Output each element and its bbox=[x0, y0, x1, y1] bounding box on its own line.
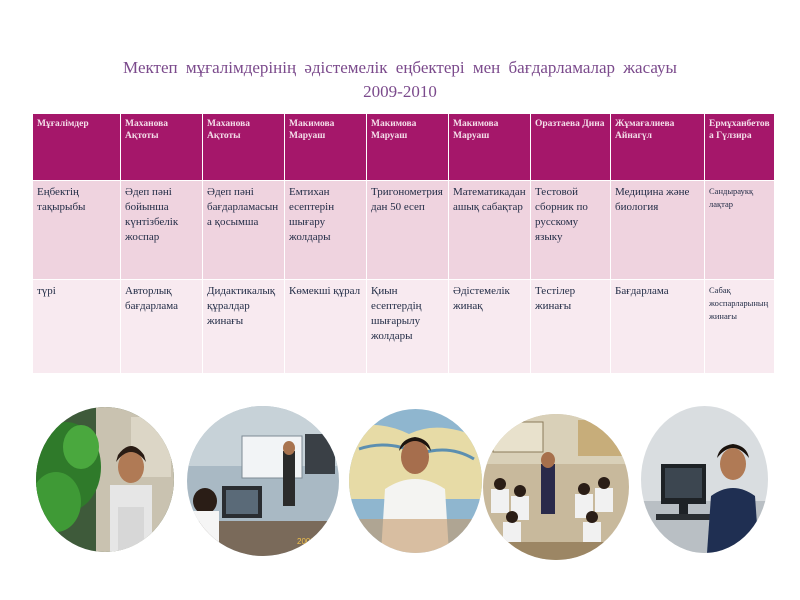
header-cell: Мұғалімдер bbox=[33, 114, 121, 181]
table-cell: Емтихан есептерін шығару жолдары bbox=[285, 181, 367, 280]
table-cell: Сабақ жоспарларының жинағы bbox=[705, 280, 775, 374]
table-cell: Математикадан ашық сабақтар bbox=[449, 181, 531, 280]
header-cell: Макимова Маруаш bbox=[367, 114, 449, 181]
header-cell: Макимова Маруаш bbox=[285, 114, 367, 181]
table-cell: Бағдарлама bbox=[611, 280, 705, 374]
computer-class-photo bbox=[187, 406, 339, 556]
header-cell: Ермұханбетова Гүлзира bbox=[705, 114, 775, 181]
table-header-row bbox=[33, 114, 775, 181]
table-cell: Дидактикалық құралдар жинағы bbox=[203, 280, 285, 374]
header-cell: Маханова Ақтоты bbox=[203, 114, 285, 181]
table-cell: Тестовой сборник по русскому языку bbox=[531, 181, 611, 280]
title-line-2: 2009-2010 bbox=[363, 82, 437, 101]
header-cell: Маханова Ақтоты bbox=[121, 114, 203, 181]
teacher-at-board-photo bbox=[36, 407, 174, 552]
table-cell: Тригонометриядан 50 есеп bbox=[367, 181, 449, 280]
table-cell: Көмекші құрал bbox=[285, 280, 367, 374]
teacher-at-map-photo bbox=[349, 409, 482, 553]
row-label: түрі bbox=[33, 280, 121, 374]
photo-date-stamp: 2009.09 bbox=[297, 537, 326, 546]
table-cell: Қиын есептердің шығарылу жолдары bbox=[367, 280, 449, 374]
table-cell: Сандыраукқ лақтар bbox=[705, 181, 775, 280]
header-cell: Жұмағалиева Айнагүл bbox=[611, 114, 705, 181]
works-table bbox=[32, 113, 775, 374]
title-line-1: Мектеп мұғалімдерінің әдістемелік еңбектері мен бағдарламалар жасауы bbox=[123, 58, 677, 77]
page-title bbox=[40, 56, 760, 104]
table-cell: Тестілер жинағы bbox=[531, 280, 611, 374]
table-row bbox=[33, 181, 775, 280]
header-cell: Оразтаева Дина bbox=[531, 114, 611, 181]
header-cell: Макимова Маруаш bbox=[449, 114, 531, 181]
table-cell: Медицина және биология bbox=[611, 181, 705, 280]
table-cell: Әдістемелік жинақ bbox=[449, 280, 531, 374]
row-label: Еңбектің тақырыбы bbox=[33, 181, 121, 280]
table-row bbox=[33, 280, 775, 374]
classroom-students-photo bbox=[483, 414, 629, 560]
table-cell: Әдеп пәні бойынша күнтізбелік жоспар bbox=[121, 181, 203, 280]
table-cell: Авторлық бағдарлама bbox=[121, 280, 203, 374]
table-cell: Әдеп пәні бағдарламасына қосымша bbox=[203, 181, 285, 280]
teacher-at-computer-photo bbox=[641, 406, 768, 553]
